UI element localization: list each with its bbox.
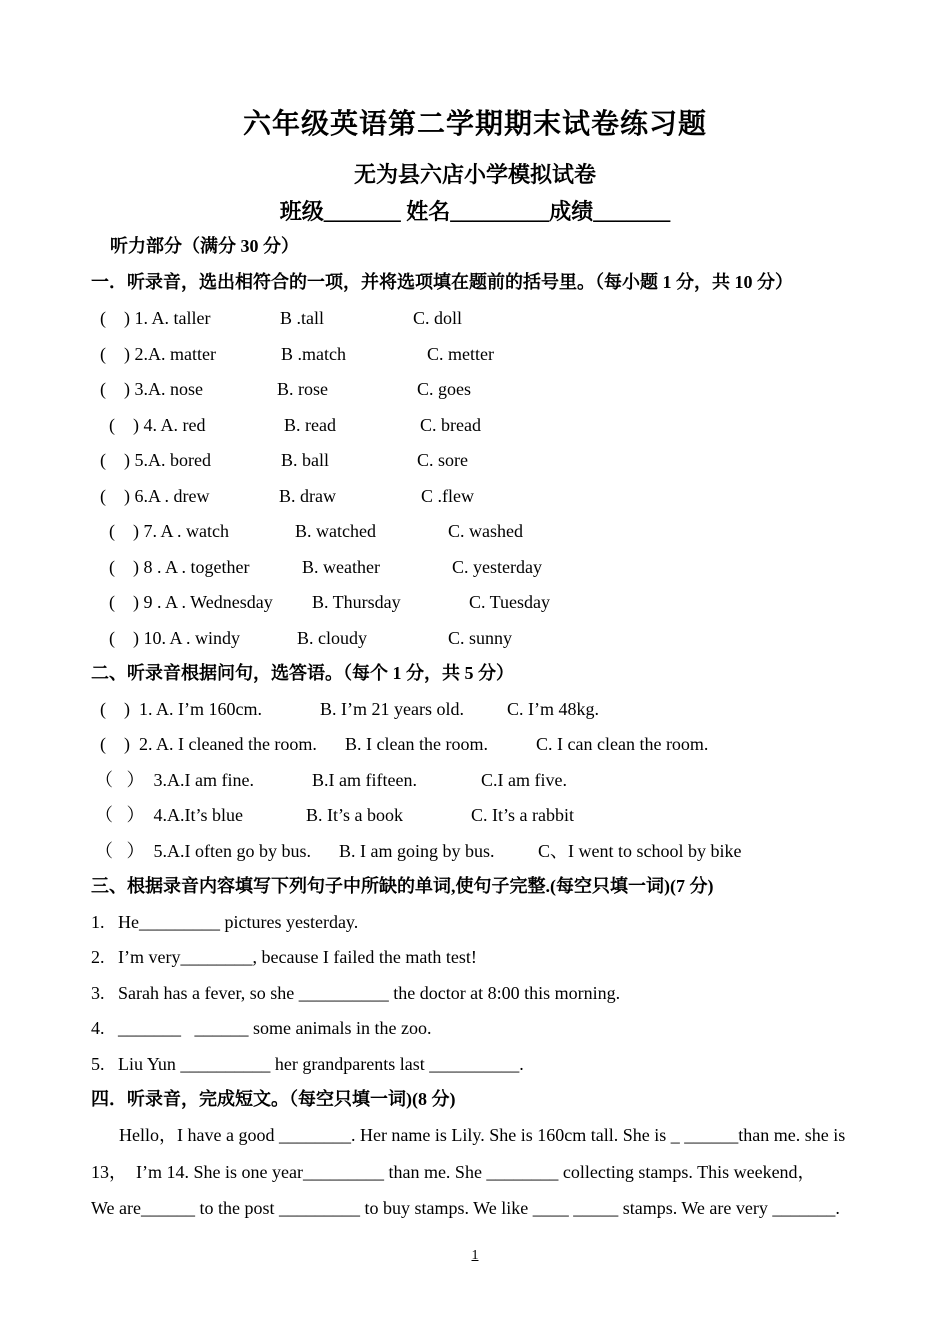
- fill-blank-sentence: 3. Sarah has a fever, so she __________ the doctor at 8:00 this morning.: [91, 983, 621, 1003]
- option-c: C. sore: [417, 450, 468, 470]
- option-c: C. doll: [413, 308, 463, 328]
- section1-heading: 一．听录音，选出相符合的一项，并将选项填在题前的括号里。（每小题 1 分，共 10 分）: [91, 272, 793, 292]
- option-b: B. watched: [295, 521, 376, 541]
- option-c: C. bread: [420, 415, 481, 435]
- option-b: B. read: [284, 415, 336, 435]
- option-c: C. Tuesday: [469, 592, 551, 612]
- question-stem: ( ) 3.A. nose: [100, 379, 203, 399]
- question-stem: ( ) 7. A . watch: [109, 521, 229, 541]
- page-subtitle: 无为县六店小学模拟试卷: [353, 162, 596, 187]
- question-stem: ( ) 5.A. bored: [100, 450, 211, 470]
- option-c: C .flew: [421, 486, 474, 506]
- option-c: C. goes: [417, 379, 471, 399]
- question-stem: ( ) 8 . A . together: [109, 557, 250, 577]
- option-c: C. yesterday: [452, 557, 542, 577]
- question-stem: （ ） 3.A.I am fine.: [95, 770, 254, 790]
- option-c: C. It’s a rabbit: [471, 805, 574, 825]
- option-c: C. metter: [427, 344, 494, 364]
- question-stem: ( ) 1. A. taller: [100, 308, 211, 328]
- passage-line: 13， I’m 14. She is one year_________ than me. She ________ collecting stamps. This weekend，: [91, 1162, 816, 1182]
- question-stem: ( ) 1. A. I’m 160cm.: [100, 699, 262, 719]
- option-b: B.I am fifteen.: [312, 770, 417, 790]
- page-title: 六年级英语第二学期期末试卷练习题: [242, 109, 707, 140]
- option-b: B. ball: [281, 450, 329, 470]
- question-stem: （ ） 5.A.I often go by bus.: [95, 841, 311, 861]
- option-c: C.I am five.: [481, 770, 567, 790]
- fill-blank-sentence: 5. Liu Yun __________ her grandparents last __________.: [91, 1054, 524, 1074]
- section4-heading: 四．听录音，完成短文。（每空只填一词)(8 分): [91, 1089, 456, 1109]
- question-stem: ( ) 2. A. I cleaned the room.: [100, 734, 317, 754]
- option-c: C. sunny: [448, 628, 513, 648]
- question-stem: ( ) 9 . A . Wednesday: [109, 592, 273, 612]
- option-b: B. I clean the room.: [345, 734, 488, 754]
- fill-blank-sentence: 1. He_________ pictures yesterday.: [91, 912, 359, 932]
- option-b: B. I’m 21 years old.: [320, 699, 464, 719]
- section3-heading: 三、根据录音内容填写下列句子中所缺的单词,使句子完整.(每空只填一词)(7 分): [91, 876, 714, 896]
- option-c: C. I can clean the room.: [536, 734, 709, 754]
- question-stem: ( ) 4. A. red: [109, 415, 206, 435]
- listening-header: 听力部分（满分 30 分）: [110, 236, 299, 256]
- option-c: C. I’m 48kg.: [507, 699, 599, 719]
- option-b: B. weather: [302, 557, 380, 577]
- student-info-line: 班级_______ 姓名_________成绩_______: [279, 199, 671, 224]
- question-stem: ( ) 2.A. matter: [100, 344, 216, 364]
- option-b: B .match: [281, 344, 346, 364]
- option-c: C. washed: [448, 521, 523, 541]
- option-b: B. rose: [277, 379, 328, 399]
- fill-blank-sentence: 2. I’m very________, because I failed the math test!: [91, 947, 477, 967]
- option-b: B .tall: [280, 308, 324, 328]
- passage-line: We are______ to the post _________ to buy stamps. We like ____ _____ stamps. We are very _______.: [91, 1198, 840, 1218]
- option-b: B. It’s a book: [306, 805, 403, 825]
- option-b: B. cloudy: [297, 628, 367, 648]
- section2-heading: 二、听录音根据问句，选答语。（每个 1 分，共 5 分）: [91, 663, 514, 683]
- question-stem: ( ) 6.A . drew: [100, 486, 210, 506]
- option-b: B. Thursday: [312, 592, 401, 612]
- passage-line: Hello，I have a good ________. Her name is Lily. She is 160cm tall. She is _ ______than me. she is: [119, 1125, 846, 1145]
- option-b: B. I am going by bus.: [339, 841, 495, 861]
- fill-blank-sentence: 4. _______ ______ some animals in the zoo.: [91, 1018, 432, 1038]
- question-stem: （ ） 4.A.It’s blue: [95, 805, 243, 825]
- option-b: B. draw: [279, 486, 336, 506]
- page-number: 1: [471, 1248, 479, 1263]
- option-c: C、I went to school by bike: [538, 841, 742, 861]
- question-stem: ( ) 10. A . windy: [109, 628, 241, 648]
